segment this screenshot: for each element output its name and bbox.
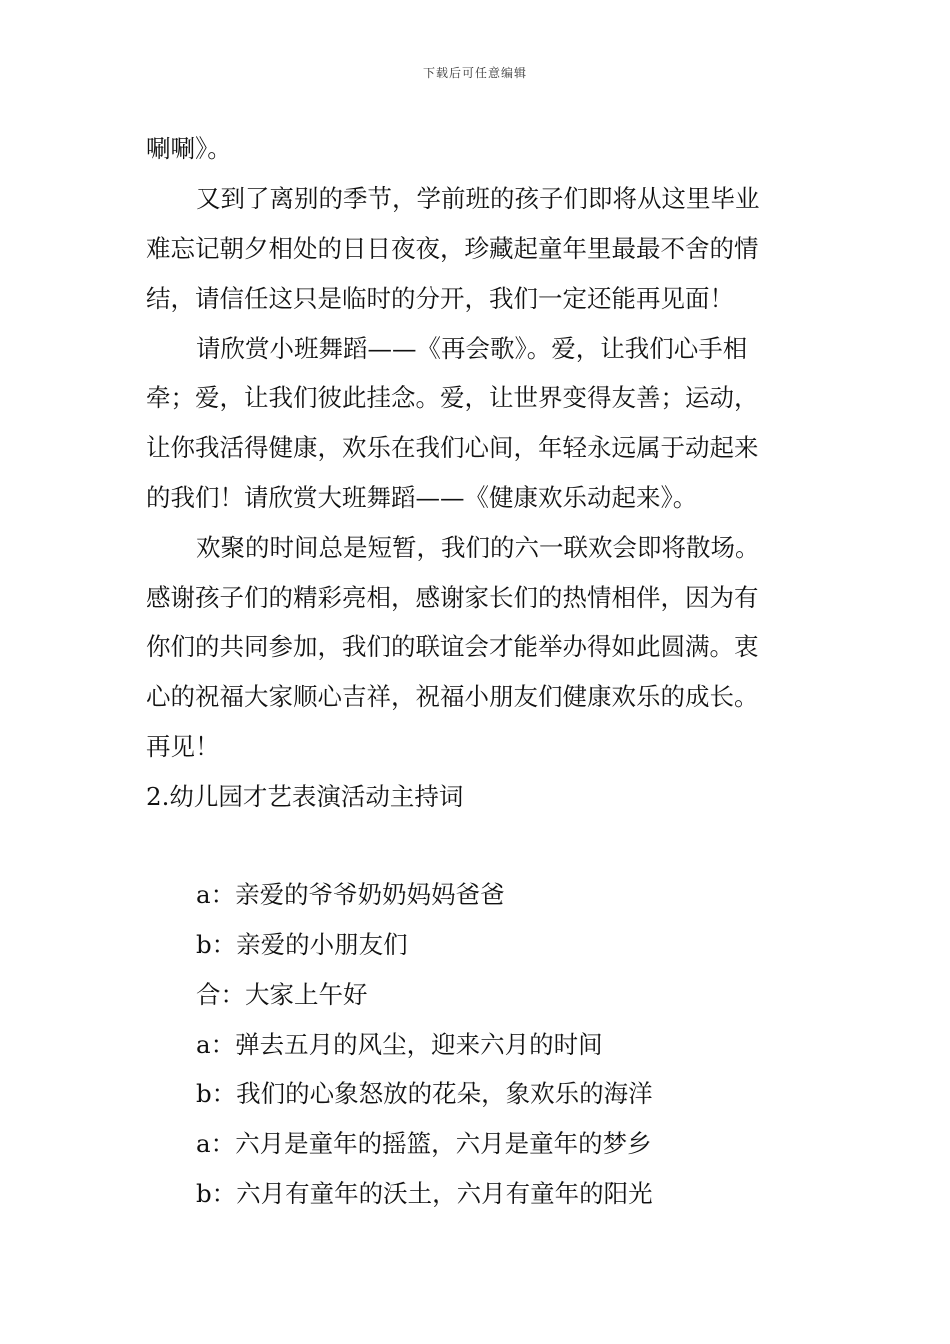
paragraph-line: 牵；爱，让我们彼此挂念。爱，让世界变得友善；运动， (146, 383, 759, 412)
dialogue-line: b：六月有童年的沃土，六月有童年的阳光 (196, 1179, 653, 1208)
dialogue-line: a：六月是童年的摇篮，六月是童年的梦乡 (196, 1129, 652, 1158)
dialogue-line: a：弹去五月的风尘，迎来六月的时间 (196, 1030, 603, 1059)
dialogue-line: b：亲爱的小朋友们 (196, 930, 408, 959)
paragraph-line: 欢聚的时间总是短暂，我们的六一联欢会即将散场。 (196, 533, 760, 562)
paragraph-line: 的我们！请欣赏大班舞蹈——《健康欢乐动起来》。 (146, 483, 698, 512)
paragraph-line: 心的祝福大家顺心吉祥，祝福小朋友们健康欢乐的成长。 (146, 682, 759, 711)
paragraph-line: 感谢孩子们的精彩亮相，感谢家长们的热情相伴，因为有 (146, 583, 759, 612)
paragraph-line: 结，请信任这只是临时的分开，我们一定还能再见面！ (146, 284, 734, 313)
dialogue-line: 合：大家上午好 (196, 980, 368, 1009)
paragraph-line: 再见！ (146, 732, 220, 761)
dialogue-line: b：我们的心象怒放的花朵，象欢乐的海洋 (196, 1079, 653, 1108)
paragraph-line: 又到了离别的季节，学前班的孩子们即将从这里毕业 (196, 184, 760, 213)
page-header: 下载后可任意编辑 (422, 66, 527, 80)
dialogue-line: a：亲爱的爷爷奶奶妈妈爸爸 (196, 880, 505, 909)
section-title: 2.幼儿园才艺表演活动主持词 (146, 782, 464, 811)
paragraph-line: 难忘记朝夕相处的日日夜夜，珍藏起童年里最最不舍的情 (146, 234, 759, 263)
paragraph-line: 请欣赏小班舞蹈——《再会歌》。爱，让我们心手相 (196, 334, 748, 363)
paragraph-line: 唰唰》。 (146, 134, 232, 163)
paragraph-line: 你们的共同参加，我们的联谊会才能举办得如此圆满。衷 (146, 632, 759, 661)
paragraph-line: 让你我活得健康，欢乐在我们心间，年轻永远属于动起来 (146, 433, 759, 462)
